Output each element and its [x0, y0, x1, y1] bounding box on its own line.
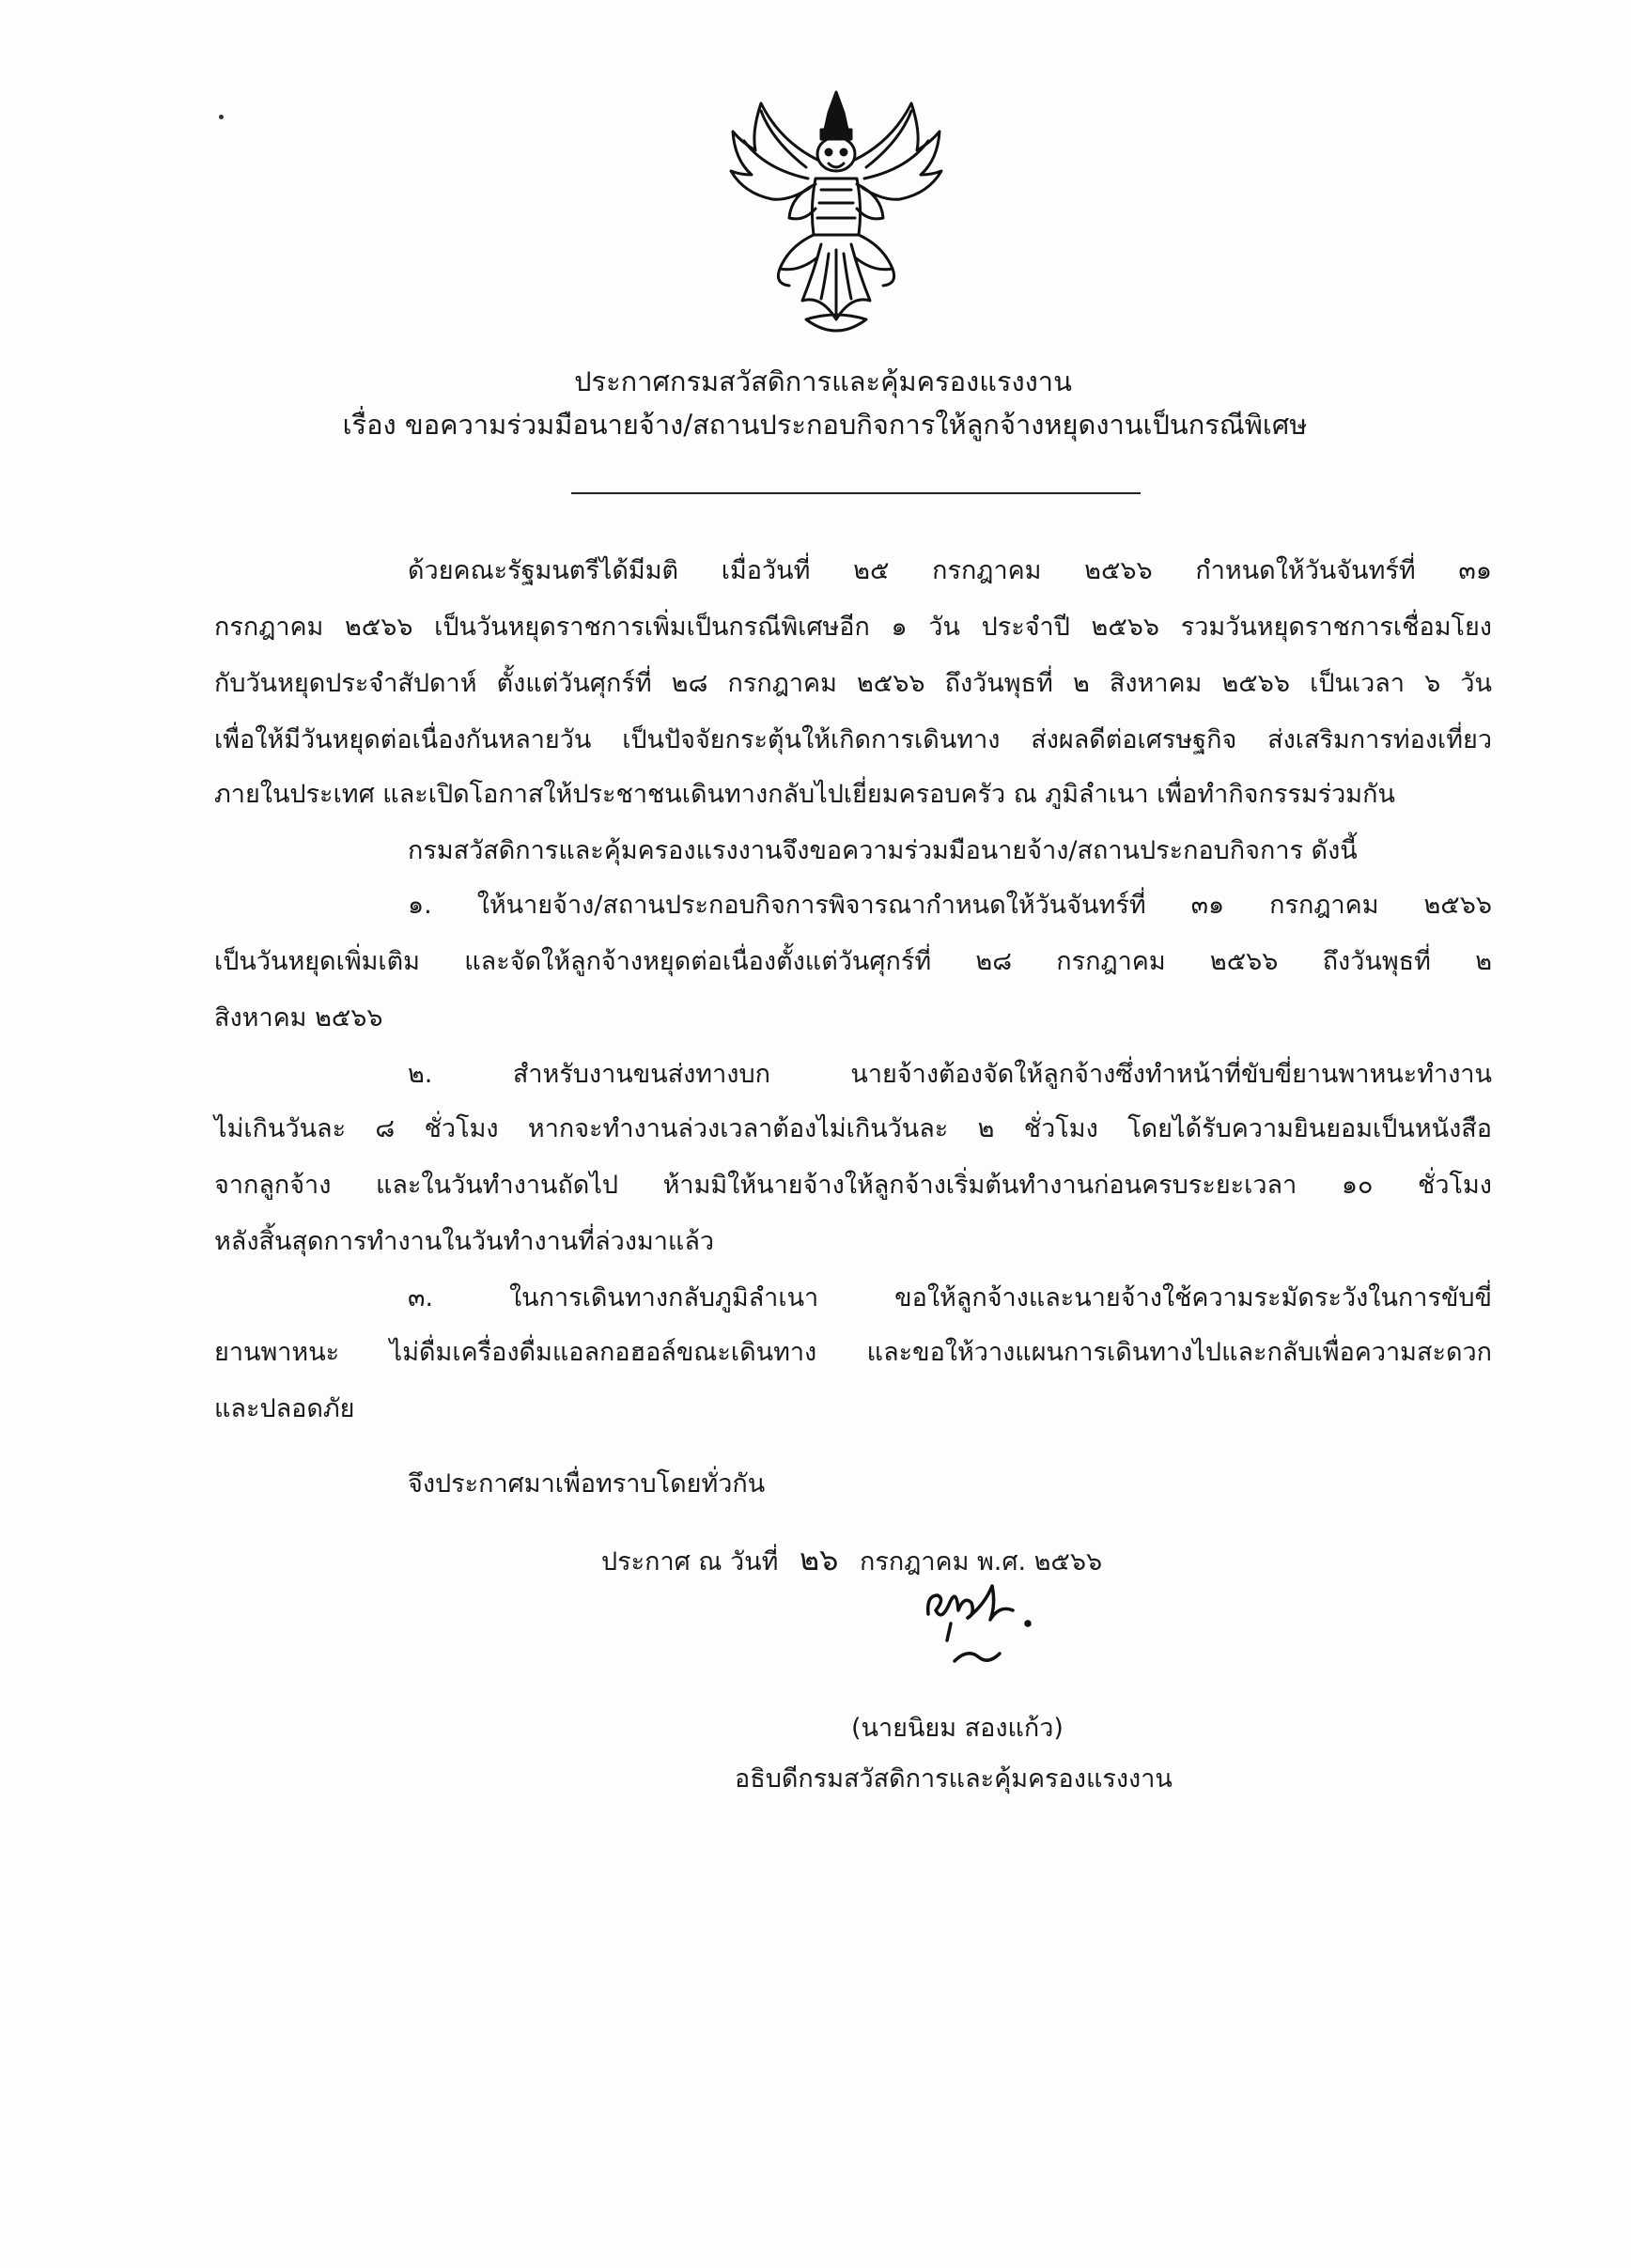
item2-line-1: ๒. สำหรับงานขนส่งทางบก นายจ้างต้องจัดให้ลูกจ้างซึ่งทำหน้าที่ขับขี่ยานพาหนะทำงาน: [408, 1060, 1492, 1089]
para1-line-1: ด้วยคณะรัฐมนตรีได้มีมติ เมื่อวันที่ ๒๕ กรกฎาคม ๒๕๖๖ กำหนดให้วันจันทร์ที่ ๓๑: [408, 556, 1492, 585]
item1-line-1: ๑. ให้นายจ้าง/สถานประกอบกิจการพิจารณากำหนดให้วันจันทร์ที่ ๓๑ กรกฎาคม ๒๕๖๖: [408, 891, 1492, 920]
announcement-title: ประกาศกรมสวัสดิการและคุ้มครองแรงงาน: [574, 365, 1072, 397]
closing-line: จึงประกาศมาเพื่อทราบโดยทั่วกัน: [408, 1469, 766, 1499]
announcement-subject: เรื่อง ขอความร่วมมือนายจ้าง/สถานประกอบกิจการให้ลูกจ้างหยุดงานเป็นกรณีพิเศษ: [342, 409, 1308, 441]
para1-line-5: ภายในประเทศ และเปิดโอกาสให้ประชาชนเดินทางกลับไปเยี่ยมครอบครัว ณ ภูมิลำเนา เพื่อทำกิจกรรมร่วมกัน: [214, 780, 1395, 809]
para1-line-4: เพื่อให้มีวันหยุดต่อเนื่องกันหลายวัน เป็นปัจจัยกระตุ้นให้เกิดการเดินทาง ส่งผลดีต่อเศรษฐกิจ ส่งเสริมการท่องเที่ยว: [214, 725, 1492, 754]
stray-mark: [219, 115, 224, 119]
signatory-position: อธิบดีกรมสวัสดิการและคุ้มครองแรงงาน: [735, 1764, 1173, 1794]
item2-line-3: จากลูกจ้าง และในวันทำงานถัดไป ห้ามมิให้นายจ้างให้ลูกจ้างเริ่มต้นทำงานก่อนครบระยะเวลา ๑๐ ชั่วโมง: [214, 1171, 1492, 1200]
dateline-prefix: ประกาศ ณ วันที่: [601, 1547, 779, 1577]
item3-line-1: ๓. ในการเดินทางกลับภูมิลำเนา ขอให้ลูกจ้างและนายจ้างใช้ความระมัดระวังในการขับขี่: [408, 1283, 1492, 1313]
para1-line-2: กรกฎาคม ๒๕๖๖ เป็นวันหยุดราชการเพิ่มเป็นกรณีพิเศษอีก ๑ วัน ประจำปี ๒๕๖๖ รวมวันหยุดราชการเชื่อมโยง: [214, 613, 1492, 642]
para1-line-3: กับวันหยุดประจำสัปดาห์ ตั้งแต่วันศุกร์ที่ ๒๘ กรกฎาคม ๒๕๖๖ ถึงวันพุธที่ ๒ สิงหาคม ๒๕๖๖ เป็นเวลา ๖ วัน: [214, 669, 1492, 698]
garuda-emblem-icon: [723, 85, 949, 338]
dateline-suffix: กรกฎาคม พ.ศ. ๒๕๖๖: [860, 1547, 1103, 1577]
item2-line-2: ไม่เกินวันละ ๘ ชั่วโมง หากจะทำงานล่วงเวลาต้องไม่เกินวันละ ๒ ชั่วโมง โดยได้รับความยินยอมเป็นหนังสือ: [214, 1114, 1492, 1143]
item2-line-4: หลังสิ้นสุดการทำงานในวันทำงานที่ล่วงมาแล้ว: [214, 1227, 715, 1256]
signatory-name: (นายนิยม สองแก้ว): [851, 1714, 1064, 1743]
title-divider: [571, 492, 1141, 494]
para2-line: กรมสวัสดิการและคุ้มครองแรงงานจึงขอความร่วมมือนายจ้าง/สถานประกอบกิจการ ดังนี้: [408, 836, 1358, 865]
item1-line-2: เป็นวันหยุดเพิ่มเติม และจัดให้ลูกจ้างหยุดต่อเนื่องตั้งแต่วันศุกร์ที่ ๒๘ กรกฎาคม ๒๕๖๖ ถึงวันพุธที่ ๒: [214, 947, 1492, 976]
item1-line-3: สิงหาคม ๒๕๖๖: [214, 1003, 383, 1033]
item3-line-3: และปลอดภัย: [214, 1394, 355, 1423]
signature-icon: [909, 1567, 1050, 1680]
dateline-day: ๒๖: [800, 1542, 839, 1577]
item3-line-2: ยานพาหนะ ไม่ดื่มเครื่องดื่มแอลกอฮอล์ขณะเดินทาง และขอให้วางแผนการเดินทางไปและกลับเพื่อความสะดวก: [214, 1338, 1492, 1367]
